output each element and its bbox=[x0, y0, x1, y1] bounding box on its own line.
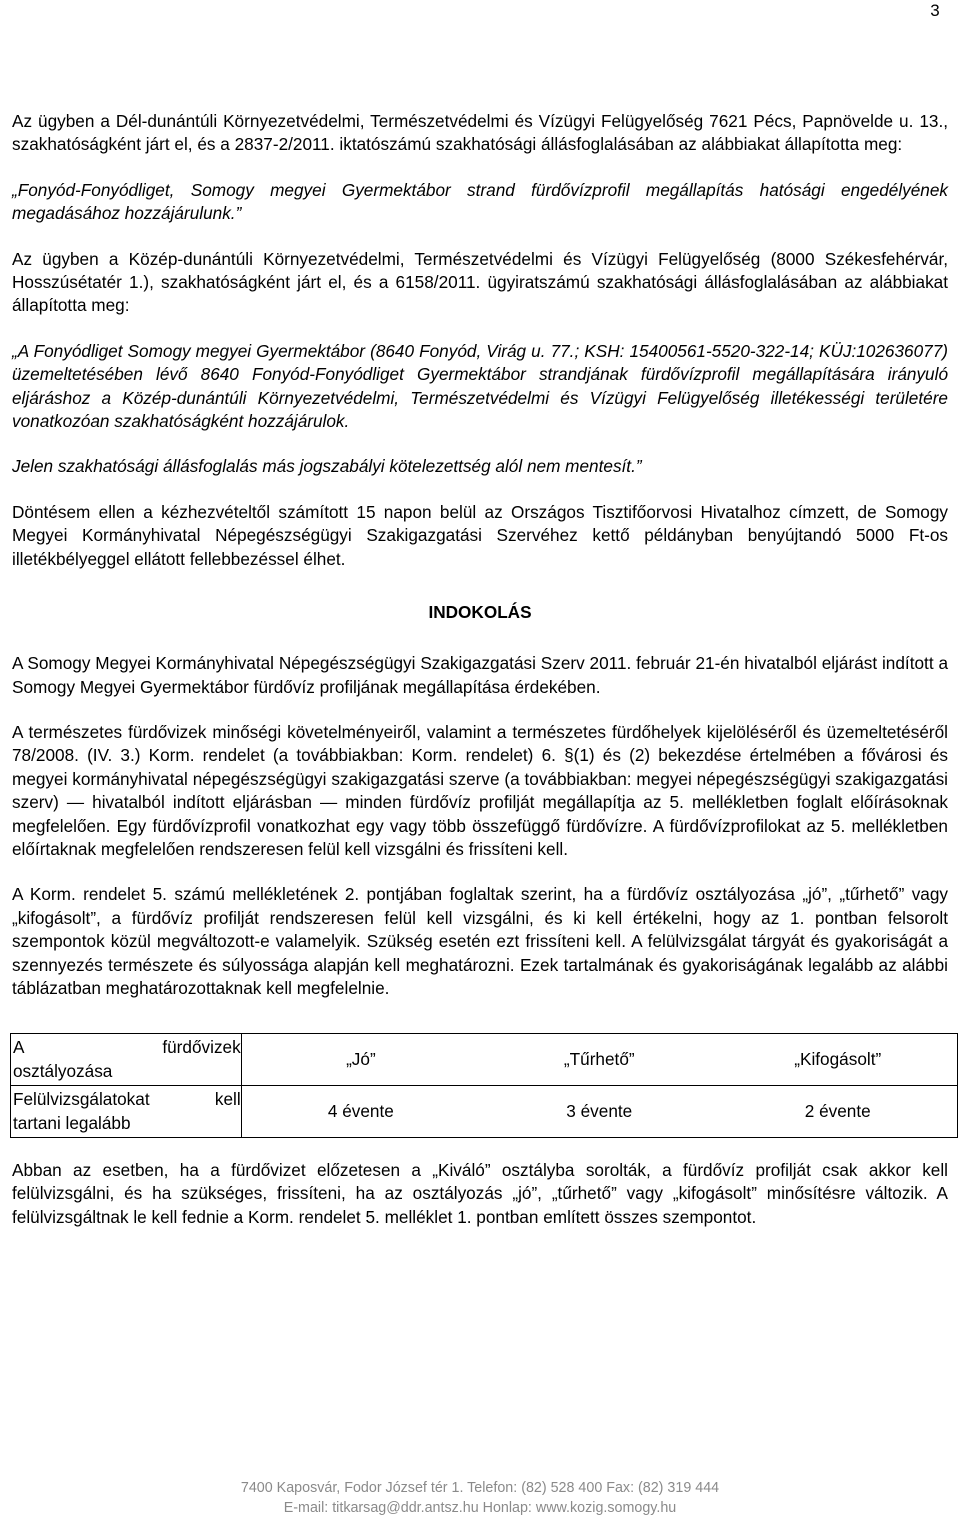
table-header-classification bbox=[11, 1034, 242, 1086]
section-heading: INDOKOLÁS bbox=[428, 602, 532, 623]
table-label-line: Felülvizsgálatokat kell bbox=[13, 1089, 241, 1110]
table-cell-class-turheto: „Tűrhető” bbox=[480, 1034, 718, 1086]
document-body bbox=[12, 110, 948, 1229]
footer-address: 7400 Kaposvár, Fodor József tér 1. Telefon: (82) 528 400 Fax: (82) 319 444 bbox=[240, 1480, 720, 1496]
paragraph-excellent-class: Abban az esetben, ha a fürdővizet előzetesen a „Kiváló” osztályba sorolták, a fürdővíz profilját csak akkor kell felülvizsgálni, és ha szükséges, frissíteni, ha az osztályozás „jó”, „tűrhető” vagy „kifogásolt” minősítésre változik. A felülvizsgáltnak le kell fednie a Korm. rendelet 5. melléklet 1. pontban említett összes szempontot. bbox=[12, 1160, 948, 1227]
quote-exemption-note: Jelen szakhatósági állásfoglalás más jogszabályi kötelezettség alól nem mentesít.” bbox=[12, 456, 642, 477]
paragraph-kozepdunantul-authority: Az ügyben a Közép-dunántúli Környezetvédelmi, Természetvédelmi és Vízügyi Felügyelőség (8000 Székesfehérvár, Hosszúsétatér 1.), szakhatóságként járt el, és a 6158/2011. ügyiratszámú szakhatósági állásfoglalásában az alábbiakat állapította meg: bbox=[12, 248, 948, 316]
table-row bbox=[11, 1034, 958, 1086]
footer-contact: E-mail: titkarsag@ddr.antsz.hu Honlap: www.kozig.somogy.hu bbox=[283, 1500, 677, 1516]
table-cell-freq-turheto: 3 évente bbox=[480, 1086, 718, 1138]
table-label-line: osztályozása bbox=[13, 1060, 113, 1081]
paragraph-delduntul-authority: Az ügyben a Dél-dunántúli Környezetvédelmi, Természetvédelmi és Vízügyi Felügyelőség 7621 Pécs, Papnövelde u. 13., szakhatóságként járt el, és a 2837-2/2011. iktatószámú szakhatósági állásfoglalásában az alábbiakat állapította meg: bbox=[12, 111, 948, 155]
table-label-line: A fürdővizek bbox=[13, 1037, 241, 1058]
quote-delduntul-decision: „Fonyód-Fonyódliget, Somogy megyei Gyermektábor strand fürdővízprofil megállapítás hatósági engedélyének megadásához hozzájárulunk.” bbox=[12, 179, 948, 224]
page-number-text: 3 bbox=[930, 1, 940, 20]
page-footer bbox=[0, 1478, 960, 1518]
table-cell-class-kifogasolt: „Kifogásolt” bbox=[718, 1034, 957, 1086]
paragraph-procedure-start: A Somogy Megyei Kormányhivatal Népegészségügyi Szakigazgatási Szerv 2011. február 21-én hivatalból eljárást indított a Somogy Megyei Gyermektábor fürdővíz profiljának megállapítása érdekében. bbox=[12, 653, 948, 697]
quote-kozepdunantul-decision: „A Fonyódliget Somogy megyei Gyermektábor (8640 Fonyód, Virág u. 77.; KSH: 15400561-5520-322-14; KÜJ:102636077) üzemeltetésében lévő 8640 Fonyód-Fonyódliget Gyermektábor strandjának fürdővízprofil megállapítására irányuló eljáráshoz a Közép-dunántúli Környezetvédelmi, Természetvédelmi és Vízügyi Felügyelőség illetékességi területére vonatkozóan szakhatóságként hozzájárulok. bbox=[12, 340, 948, 432]
table-header-review bbox=[11, 1086, 242, 1138]
review-frequency-table bbox=[10, 1033, 958, 1138]
paragraph-appeal: Döntésem ellen a kézhezvételtől számított 15 napon belül az Országos Tisztifőorvosi Hivatalhoz címzett, de Somogy Megyei Kormányhivatal Népegészségügyi Szakigazgatási Szervéhez kettő példányban benyújtandó 5000 Ft-os illetékbélyeggel ellátott fellebbezéssel élhet. bbox=[12, 501, 948, 569]
table-cell-freq-jo: 4 évente bbox=[241, 1086, 480, 1138]
table-cell-freq-kifogasolt: 2 évente bbox=[718, 1086, 957, 1138]
paragraph-review-requirements: A Korm. rendelet 5. számú mellékletének 2. pontjában foglaltak szerint, ha a fürdővíz osztályozása „jó”, „tűrhető” vagy „kifogásolt”, a fürdővíz profilját rendszeresen felül kell vizsgálni, és ki kell értékelni, hogy az 1. pontban felsorolt szempontok közül megváltozott-e valamelyik. Szükség esetén ezt frissíteni kell. A felülvizsgálat tárgyát és gyakoriságát a szennyezés természete és súlyossága alapján kell meghatározni. Ezek tartalmának és gyakoriságának legalább az alábbi táblázatban meghatározottaknak kell megfelelnie. bbox=[12, 884, 948, 998]
table-label-line: tartani legalább bbox=[13, 1112, 131, 1133]
table-cell-class-jo: „Jó” bbox=[241, 1034, 480, 1086]
page-number bbox=[0, 0, 960, 21]
paragraph-regulation: A természetes fürdővizek minőségi követelményeiről, valamint a természetes fürdőhelyek kijelöléséről és üzemeltetéséről 78/2008. (IV. 3.) Korm. rendelet (a továbbiakban: Korm. rendelet) 6. §(1) és (2) bekezdése értelmében a fővárosi és megyei kormányhivatal népegészségügyi szakigazgatási szerve (a továbbiakban: megyei népegészségügyi szakigazgatási szerv) — hivatalból indított eljárásban — minden fürdővíz profilját megállapítja az 5. mellékletben foglalt előírásoknak megfelelően. Egy fürdővízprofil vonatkozhat egy vagy több összefüggő fürdővízre. A fürdővízprofilokat az 5. mellékletben előírtaknak megfelelően rendszeresen felül kell vizsgálni és frissíteni kell. bbox=[12, 721, 948, 859]
table-row bbox=[11, 1086, 958, 1138]
